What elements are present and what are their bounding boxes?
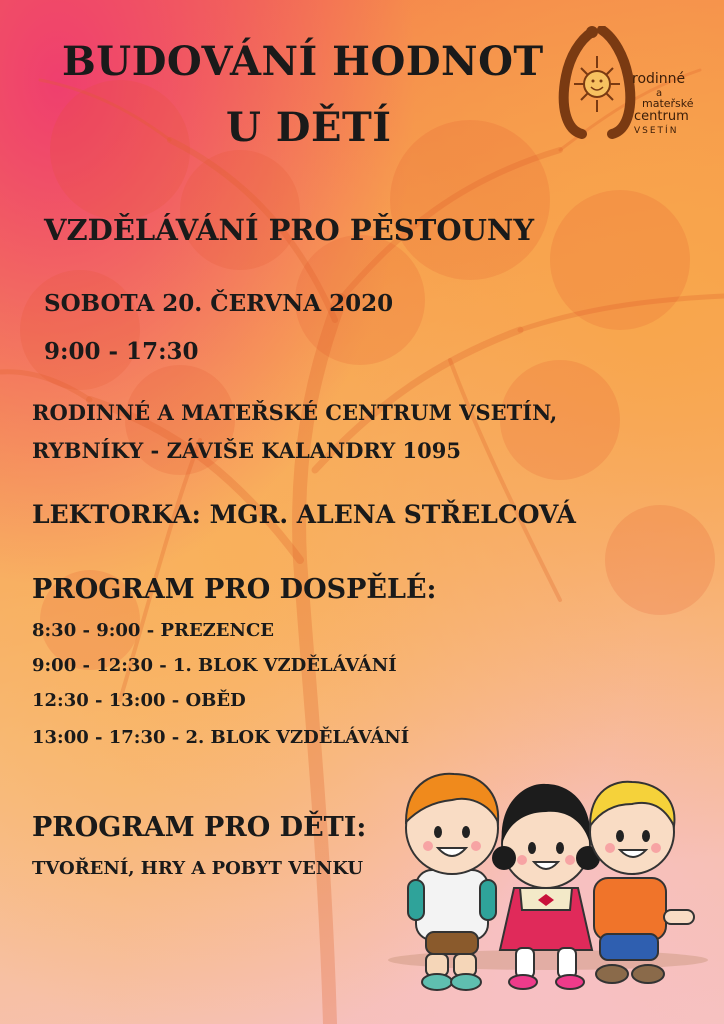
rmc-vsetin-logo	[552, 26, 722, 140]
logo-line-2: a	[656, 88, 663, 99]
schedule-item: 8:30 - 9:00 - PREZENCE	[32, 620, 275, 641]
venue-line-2: RYBNÍKY - ZÁVIŠE KALANDRY 1095	[32, 438, 461, 463]
kids-program-text: TVOŘENÍ, HRY A POBYT VENKU	[32, 858, 364, 879]
logo-figure-icon	[552, 26, 722, 140]
venue-line-1: RODINNÉ A MATEŘSKÉ CENTRUM VSETÍN,	[32, 400, 558, 425]
kids-program-heading: PROGRAM PRO DĚTI:	[32, 812, 367, 843]
logo-line-1: rodinné	[632, 71, 686, 87]
schedule-item: 9:00 - 12:30 - 1. BLOK VZDĚLÁVÁNÍ	[32, 655, 397, 676]
event-time: 9:00 - 17:30	[44, 338, 199, 365]
subtitle: VZDĚLÁVÁNÍ PRO PĚSTOUNY	[44, 213, 535, 247]
title-line-2: U DĚTÍ	[226, 104, 392, 151]
schedule-item: 12:30 - 13:00 - OBĚD	[32, 690, 246, 711]
lecturer: LEKTORKA: MGR. ALENA STŘELCOVÁ	[32, 500, 576, 529]
logo-line-3: mateřské	[642, 97, 694, 110]
title-line-1: BUDOVÁNÍ HODNOT	[62, 38, 544, 85]
adult-program-heading: PROGRAM PRO DOSPĚLÉ:	[32, 574, 437, 605]
logo-line-5: VSETÍN	[634, 126, 679, 136]
children-illustration	[388, 760, 708, 996]
boy-right-figure	[590, 782, 694, 983]
event-date: SOBOTA 20. ČERVNA 2020	[44, 290, 394, 317]
logo-line-4: centrum	[634, 109, 689, 124]
schedule-item: 13:00 - 17:30 - 2. BLOK VZDĚLÁVÁNÍ	[32, 727, 410, 748]
